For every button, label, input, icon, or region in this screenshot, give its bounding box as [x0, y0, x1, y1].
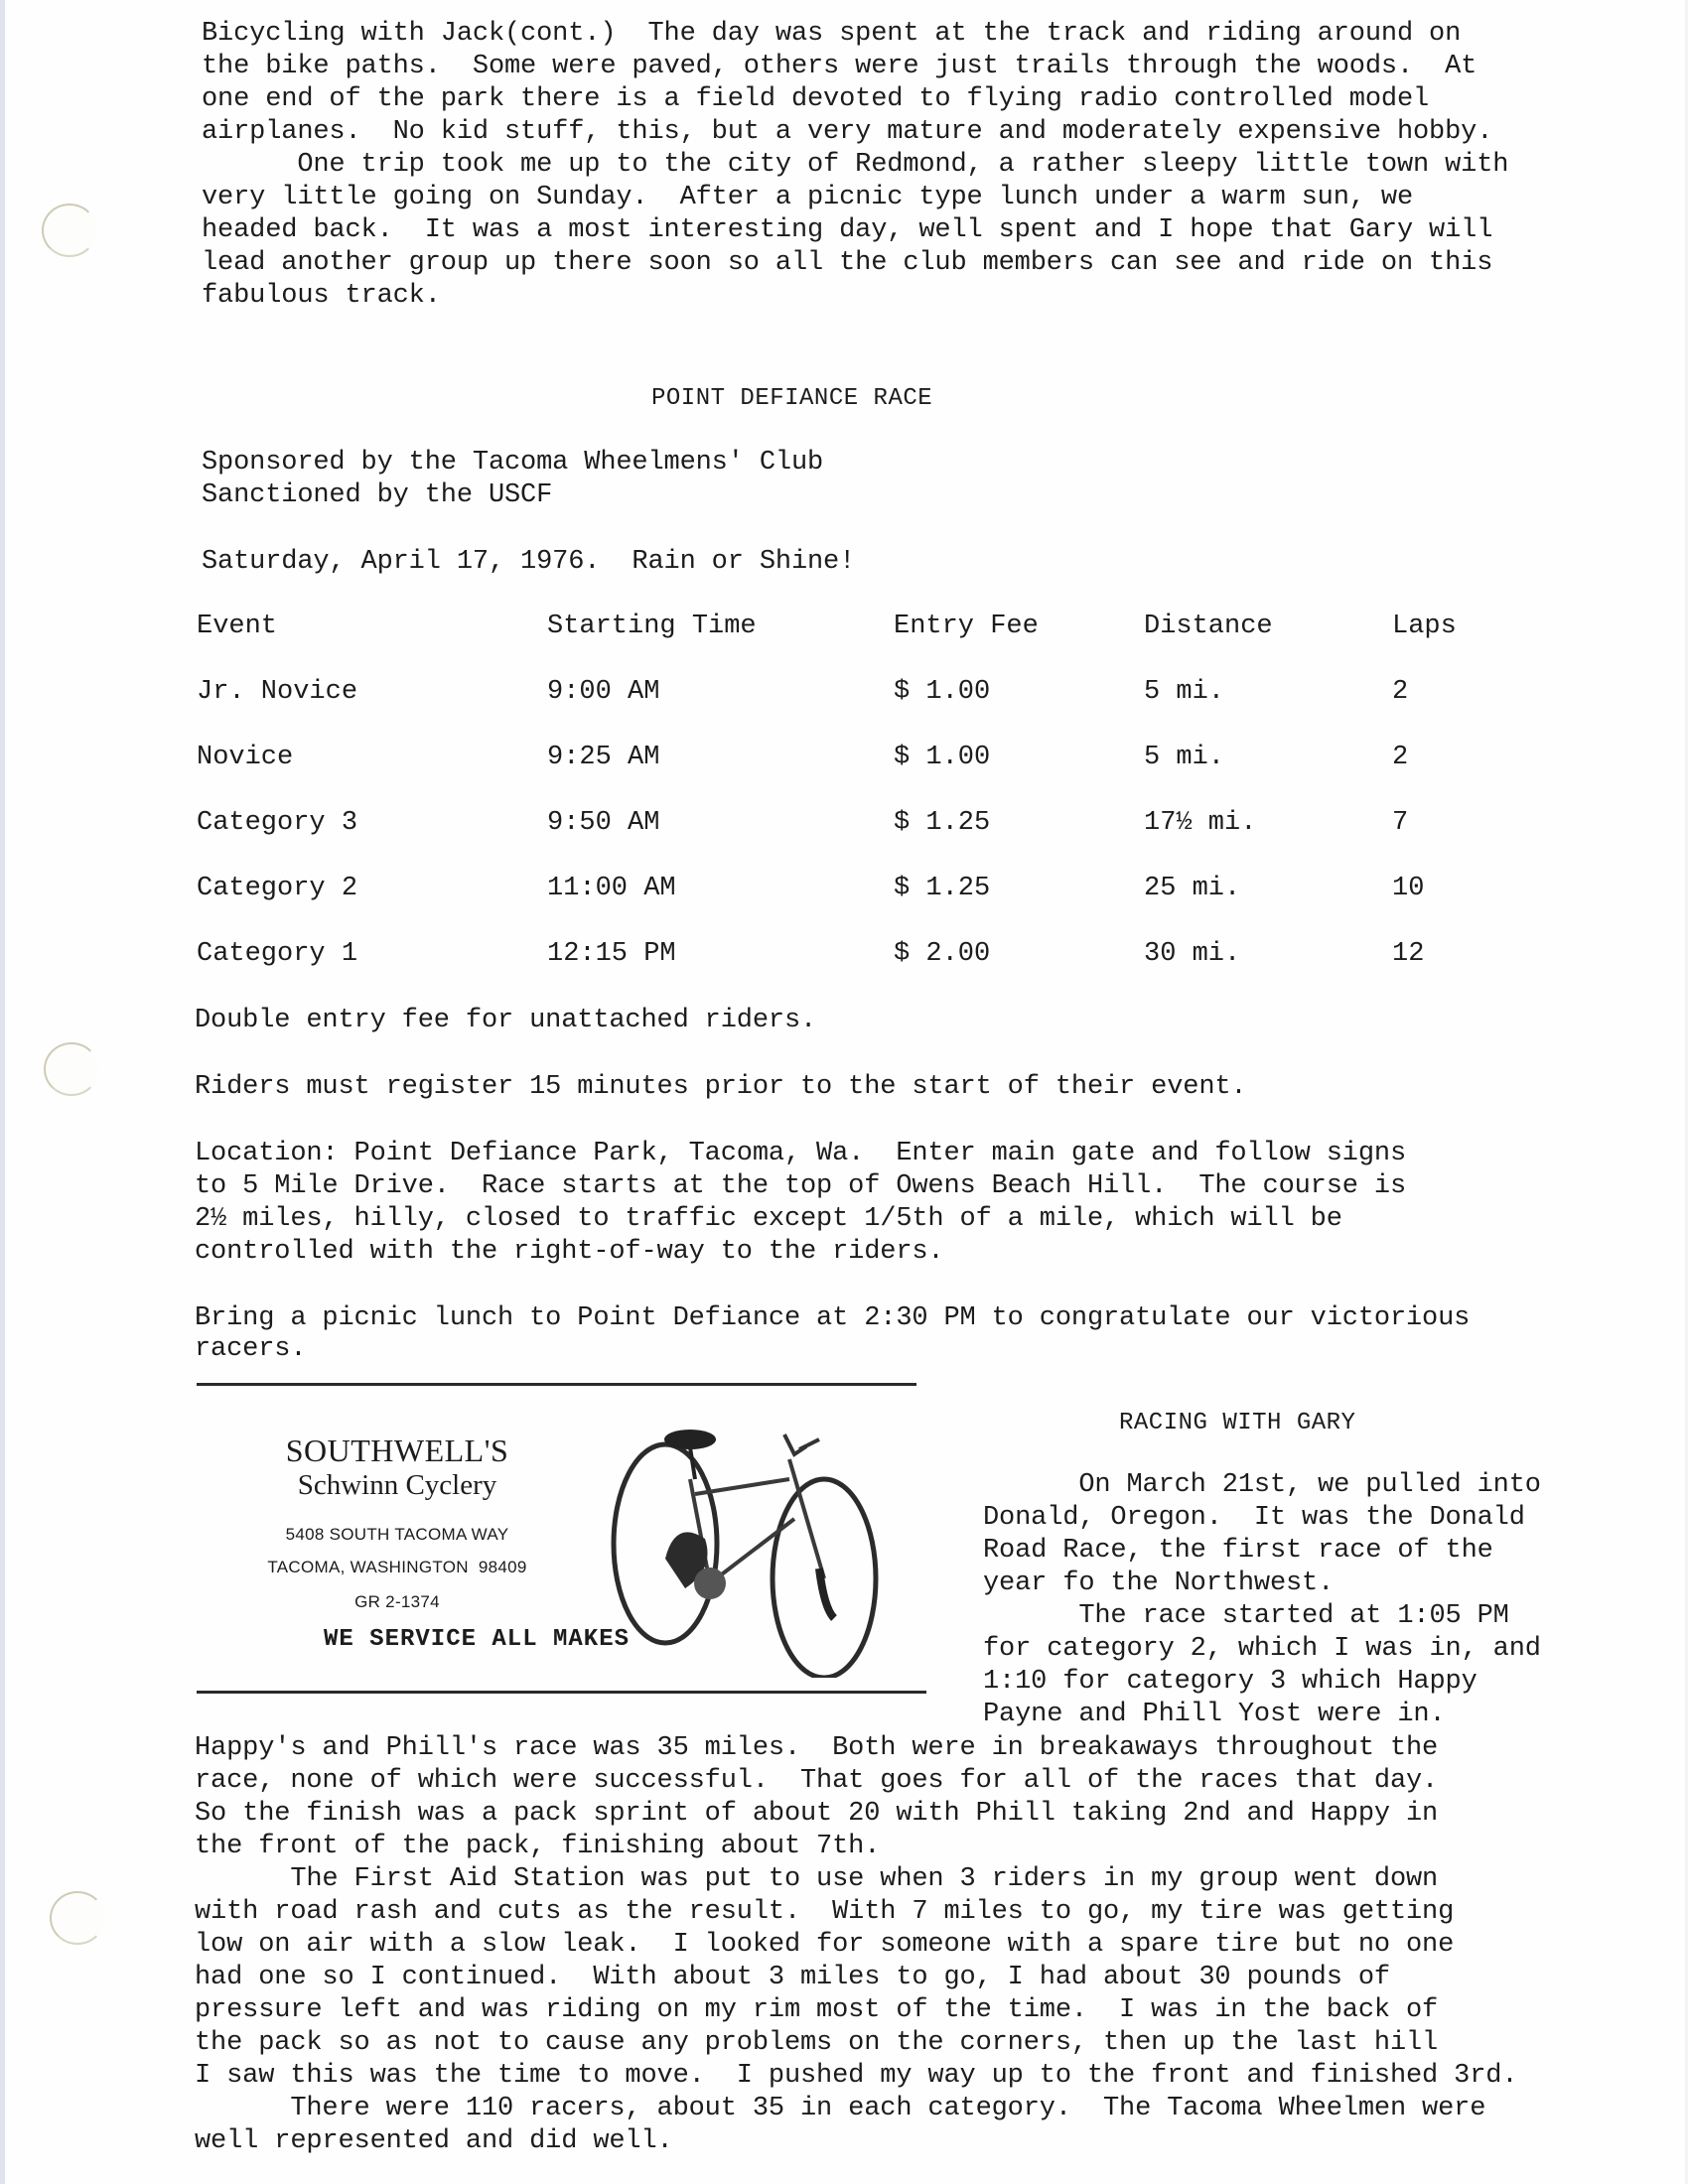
entry-fee-note: Double entry fee for unattached riders.	[195, 1006, 817, 1035]
column-header-entry-fee: Entry Fee	[894, 612, 1039, 641]
punch-hole-top	[42, 204, 97, 257]
text-line: Donald, Oregon. It was the Donald	[983, 1503, 1525, 1533]
cell-starting-time: 12:15 PM	[547, 939, 676, 969]
text-line: airplanes. No kid stuff, this, but a very mature and moderately expensive hobby.	[202, 117, 1493, 147]
text-line: year fo the Northwest.	[983, 1569, 1335, 1598]
cell-entry-fee: $ 1.00	[894, 743, 991, 772]
text-line: controlled with the right-of-way to the riders.	[195, 1237, 944, 1267]
cell-laps: 12	[1392, 939, 1425, 969]
text-line: 2½ miles, hilly, closed to traffic except 1/5th of a mile, which will be	[195, 1204, 1342, 1234]
text-line: Bring a picnic lunch to Point Defiance at 2:30 PM to congratulate our victorious	[195, 1303, 1471, 1333]
cell-distance: 25 mi.	[1144, 874, 1241, 903]
ad-bottom-rule	[197, 1691, 926, 1694]
column-header-distance: Distance	[1144, 612, 1273, 641]
cell-distance: 5 mi.	[1144, 677, 1225, 707]
bicycle-saddle	[664, 1430, 716, 1449]
text-line: racers.	[195, 1334, 307, 1364]
text-line: Payne and Phill Yost were in.	[983, 1700, 1446, 1729]
cell-entry-fee: $ 1.25	[894, 808, 991, 838]
cell-entry-fee: $ 1.25	[894, 874, 991, 903]
cell-laps: 2	[1392, 743, 1409, 772]
cell-starting-time: 9:25 AM	[547, 743, 660, 772]
race-date: Saturday, April 17, 1976. Rain or Shine!	[202, 547, 856, 577]
ad-store-subtitle: Schwinn Cyclery	[297, 1469, 497, 1501]
punch-hole-bottom	[50, 1891, 105, 1945]
text-line: to 5 Mile Drive. Race starts at the top of Owens Beach Hill. The course is	[195, 1171, 1407, 1201]
ad-top-rule	[197, 1383, 916, 1386]
text-line: So the finish was a pack sprint of about 20 with Phill taking 2nd and Happy in	[195, 1799, 1439, 1829]
scan-edge-left	[0, 0, 5, 2184]
text-line: race, none of which were successful. That goes for all of the races that day.	[195, 1766, 1439, 1796]
text-line: one end of the park there is a field devoted to flying radio controlled model	[202, 84, 1430, 114]
text-line: for category 2, which I was in, and	[983, 1634, 1541, 1664]
registration-note: Riders must register 15 minutes prior to the start of their event.	[195, 1072, 1247, 1102]
cell-event: Category 1	[197, 939, 358, 969]
race-sanction: Sanctioned by the USCF	[202, 480, 553, 510]
text-line: with road rash and cuts as the result. With 7 miles to go, my tire was getting	[195, 1897, 1455, 1927]
bicycle-icon	[596, 1420, 914, 1678]
cell-event: Novice	[197, 743, 294, 772]
cell-distance: 17½ mi.	[1144, 808, 1257, 838]
race-title: POINT DEFIANCE RACE	[651, 385, 933, 412]
text-line: the bike paths. Some were paved, others were just trails through the woods. At	[202, 52, 1477, 81]
cell-starting-time: 9:00 AM	[547, 677, 660, 707]
text-line: Location: Point Defiance Park, Tacoma, Wa. Enter main gate and follow signs	[195, 1139, 1407, 1168]
race-sponsor: Sponsored by the Tacoma Wheelmens' Club	[202, 448, 824, 478]
text-line: the front of the pack, finishing about 7th.	[195, 1832, 881, 1861]
cell-entry-fee: $ 1.00	[894, 677, 991, 707]
cell-entry-fee: $ 2.00	[894, 939, 991, 969]
ad-store-name: SOUTHWELL'S	[285, 1433, 509, 1468]
text-line: pressure left and was riding on my rim most of the time. I was in the back of	[195, 1995, 1439, 2025]
text-line: On March 21st, we pulled into	[983, 1470, 1541, 1500]
column-header-laps: Laps	[1392, 612, 1457, 641]
text-line: the pack so as not to cause any problems on the corners, then up the last hill	[195, 2028, 1439, 2058]
text-line: very little going on Sunday. After a picnic type lunch under a warm sun, we	[202, 183, 1414, 212]
bicycle-down-tube	[710, 1519, 794, 1583]
text-line: lead another group up there soon so all the club members can see and ride on this	[202, 248, 1493, 278]
ad-address-city: TACOMA, WASHINGTON 98409	[267, 1558, 527, 1576]
text-line: headed back. It was a most interesting day, well spent and I hope that Gary will	[202, 215, 1493, 245]
text-line: Road Race, the first race of the	[983, 1536, 1493, 1566]
text-line: The First Aid Station was put to use when 3 riders in my group went down	[195, 1864, 1439, 1894]
cell-starting-time: 11:00 AM	[547, 874, 676, 903]
text-line: Happy's and Phill's race was 35 miles. Both were in breakaways throughout the	[195, 1733, 1439, 1763]
bicycle-handlebars	[784, 1434, 819, 1454]
text-line: 1:10 for category 3 which Happy	[983, 1667, 1477, 1697]
cell-laps: 2	[1392, 677, 1409, 707]
column-header-starting-time: Starting Time	[547, 612, 757, 641]
text-line: There were 110 racers, about 35 in each category. The Tacoma Wheelmen were	[195, 2094, 1486, 2123]
text-line: One trip took me up to the city of Redmond, a rather sleepy little town with	[202, 150, 1509, 180]
cell-distance: 5 mi.	[1144, 743, 1225, 772]
cell-event: Category 3	[197, 808, 358, 838]
text-line: had one so I continued. With about 3 miles to go, I had about 30 pounds of	[195, 1963, 1390, 1992]
gary-title: RACING WITH GARY	[1119, 1410, 1356, 1436]
text-line: Bicycling with Jack(cont.) The day was spent at the track and riding around on	[202, 19, 1462, 49]
text-line: I saw this was the time to move. I pushed my way up to the front and finished 3rd.	[195, 2061, 1518, 2091]
ad-slogan: WE SERVICE ALL MAKES	[323, 1626, 631, 1653]
ad-address-street: 5408 SOUTH TACOMA WAY	[285, 1525, 509, 1544]
text-line: low on air with a slow leak. I looked for someone with a spare tire but no one	[195, 1930, 1455, 1960]
ad-phone: GR 2-1374	[354, 1592, 440, 1611]
bicycle-chainring	[694, 1568, 726, 1599]
cell-laps: 10	[1392, 874, 1425, 903]
punch-hole-middle	[44, 1042, 99, 1096]
cell-starting-time: 9:50 AM	[547, 808, 660, 838]
cell-distance: 30 mi.	[1144, 939, 1241, 969]
text-line: fabulous track.	[202, 281, 441, 311]
column-header-event: Event	[197, 612, 278, 641]
cell-event: Category 2	[197, 874, 358, 903]
text-line: The race started at 1:05 PM	[983, 1601, 1509, 1631]
cell-laps: 7	[1392, 808, 1409, 838]
cell-event: Jr. Novice	[197, 677, 358, 707]
text-line: well represented and did well.	[195, 2126, 673, 2156]
